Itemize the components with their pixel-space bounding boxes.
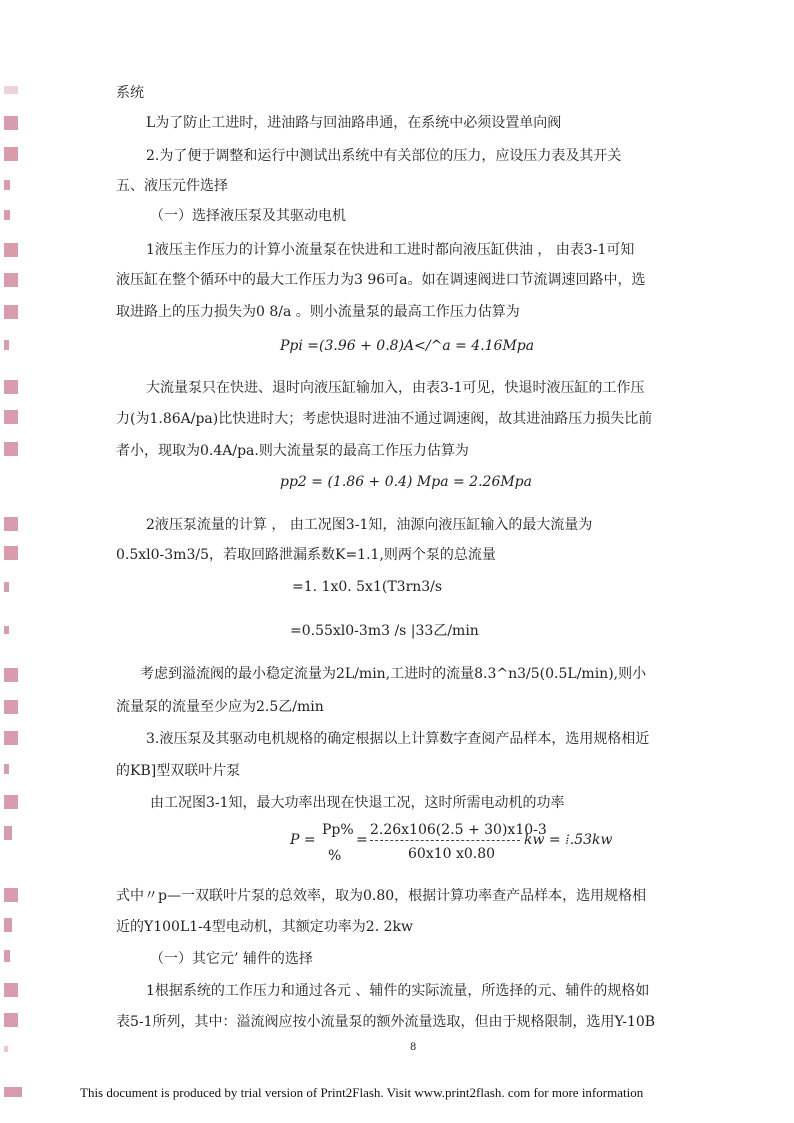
formula-equals: = — [356, 832, 368, 848]
margin-mark — [4, 305, 18, 319]
text-line: 表5-1所列，其中：溢流阀应按小流量泵的额外流量选取，但由于规格限制，选用Y-10B — [116, 1014, 656, 1030]
equation-line: =1. 1x0. 5x1(T3rn3/s — [292, 579, 443, 595]
margin-mark — [4, 950, 10, 962]
margin-mark — [4, 826, 12, 840]
margin-mark — [4, 116, 18, 130]
formula-result: kw = ⁞.53kw — [524, 832, 613, 848]
margin-mark — [4, 668, 18, 682]
margin-mark — [4, 86, 18, 94]
subsection-heading: （一）选择液压泵及其驱动电机 — [150, 208, 346, 224]
equation-line: pp2 = (1.86 + 0.4) Mpa = 2.26Mpa — [280, 474, 532, 490]
text-line: 0.5xl0-3m3/5，若取回路泄漏系数K=1.1,则两个泵的总流量 — [116, 547, 496, 563]
margin-marks — [0, 0, 26, 1123]
formula-fraction-line — [370, 840, 520, 841]
subsection-heading: （一）其它元’ 辅件的选择 — [150, 951, 313, 967]
margin-mark — [4, 273, 18, 287]
margin-mark — [4, 380, 18, 394]
text-line: 2液压泵流量的计算 ， 由工况图3-1知，油源向液压缸输入的最大流量为 — [146, 517, 593, 533]
margin-mark — [4, 1087, 22, 1097]
margin-mark — [4, 210, 10, 220]
text-line: 液压缸在整个循环中的最大工作压力为3 96可a。如在调速阀进口节流调速回路中，选 — [116, 272, 646, 288]
margin-mark — [4, 546, 18, 560]
text-line: 大流量泵只在快进、退时向液压缸输加入，由表3-1可见，快退时液压缸的工作压 — [146, 380, 645, 396]
text-line: 1液压主作压力的计算小流量泵在快进和工进时都向液压缸供油 ， 由表3-1可知 — [146, 242, 635, 258]
formula-numerator-right: 2.26x106(2.5 + 30)x10-3 — [370, 822, 547, 838]
margin-mark — [4, 410, 18, 424]
text-line: 1根据系统的工作压力和通过各元 、辅件的实际流量，所选择的元、辅件的规格如 — [146, 983, 650, 999]
text-line: 2.为了便于调整和运行中测试出系统中有关部位的压力，应设压力表及其开关 — [146, 148, 622, 164]
text-line: 者小，现取为0.4A/pa.则大流量泵的最高工作压力估算为 — [116, 443, 469, 459]
text-line: 近的Y100L1-4型电动机，其额定功率为2. 2kw — [116, 919, 413, 935]
margin-mark — [4, 700, 18, 714]
equation-line: =0.55xl0-3m3 /s |33乙/min — [290, 623, 479, 639]
margin-mark — [4, 764, 9, 774]
margin-mark — [4, 918, 12, 932]
formula-symbol: P = — [290, 832, 316, 848]
text-line: 3.液压泵及其驱动电机规格的确定根据以上计算数字查阅产品样本，选用规格相近 — [146, 731, 650, 747]
margin-mark — [4, 180, 10, 190]
margin-mark — [4, 888, 18, 902]
margin-mark — [4, 983, 18, 997]
section-heading: 五、液压元件选择 — [116, 178, 228, 194]
text-line: 式中〃p—一双联叶片泵的总效率，取为0.80，根据计算功率查产品样本，选用规格相 — [116, 888, 647, 904]
text-line: 力(为1.86A/pa)比快进时大；考虑快退时进油不通过调速阀，故其进油路压力损失比前 — [116, 411, 653, 427]
margin-mark — [4, 340, 9, 350]
formula-denominator-left: % — [328, 848, 342, 864]
text-line: 取进路上的压力损失为0 8/a 。则小流量泵的最高工作压力估算为 — [116, 304, 520, 320]
text-line: L为了防止工进时，进油路与回油路串通，在系统中必须设置单向阀 — [146, 115, 562, 131]
margin-mark — [4, 442, 18, 456]
margin-mark — [4, 731, 18, 745]
margin-mark — [4, 243, 18, 257]
trial-watermark-footer: This document is produced by trial version of Print2Flash. Visit www.print2flash. com for more information — [80, 1085, 644, 1100]
margin-mark — [4, 1046, 8, 1052]
margin-mark — [4, 795, 18, 809]
text-line: 系统 — [116, 85, 144, 101]
margin-mark — [4, 517, 18, 531]
text-line: 由工况图3-1知，最大功率出现在快退工况，这时所需电动机的功率 — [150, 795, 565, 811]
text-line: 的KB]型双联叶片泵 — [116, 763, 241, 779]
formula-numerator-left: Pp% — [322, 822, 354, 838]
equation-line: Ppi =(3.96 + 0.8)A</^a = 4.16Mpa — [280, 338, 535, 354]
margin-mark — [4, 626, 9, 634]
formula-denominator-right: 60x10 x0.80 — [408, 846, 496, 862]
text-line: 考虑到溢流阀的最小稳定流量为2L/min,工进时的流量8.3^n3/5(0.5L/min),则小 — [140, 666, 647, 682]
margin-mark — [4, 147, 18, 161]
page-number: 8 — [410, 1042, 417, 1053]
margin-mark — [4, 582, 9, 592]
margin-mark — [4, 1013, 18, 1027]
text-line: 流量泵的流量至少应为2.5乙/min — [116, 699, 324, 715]
